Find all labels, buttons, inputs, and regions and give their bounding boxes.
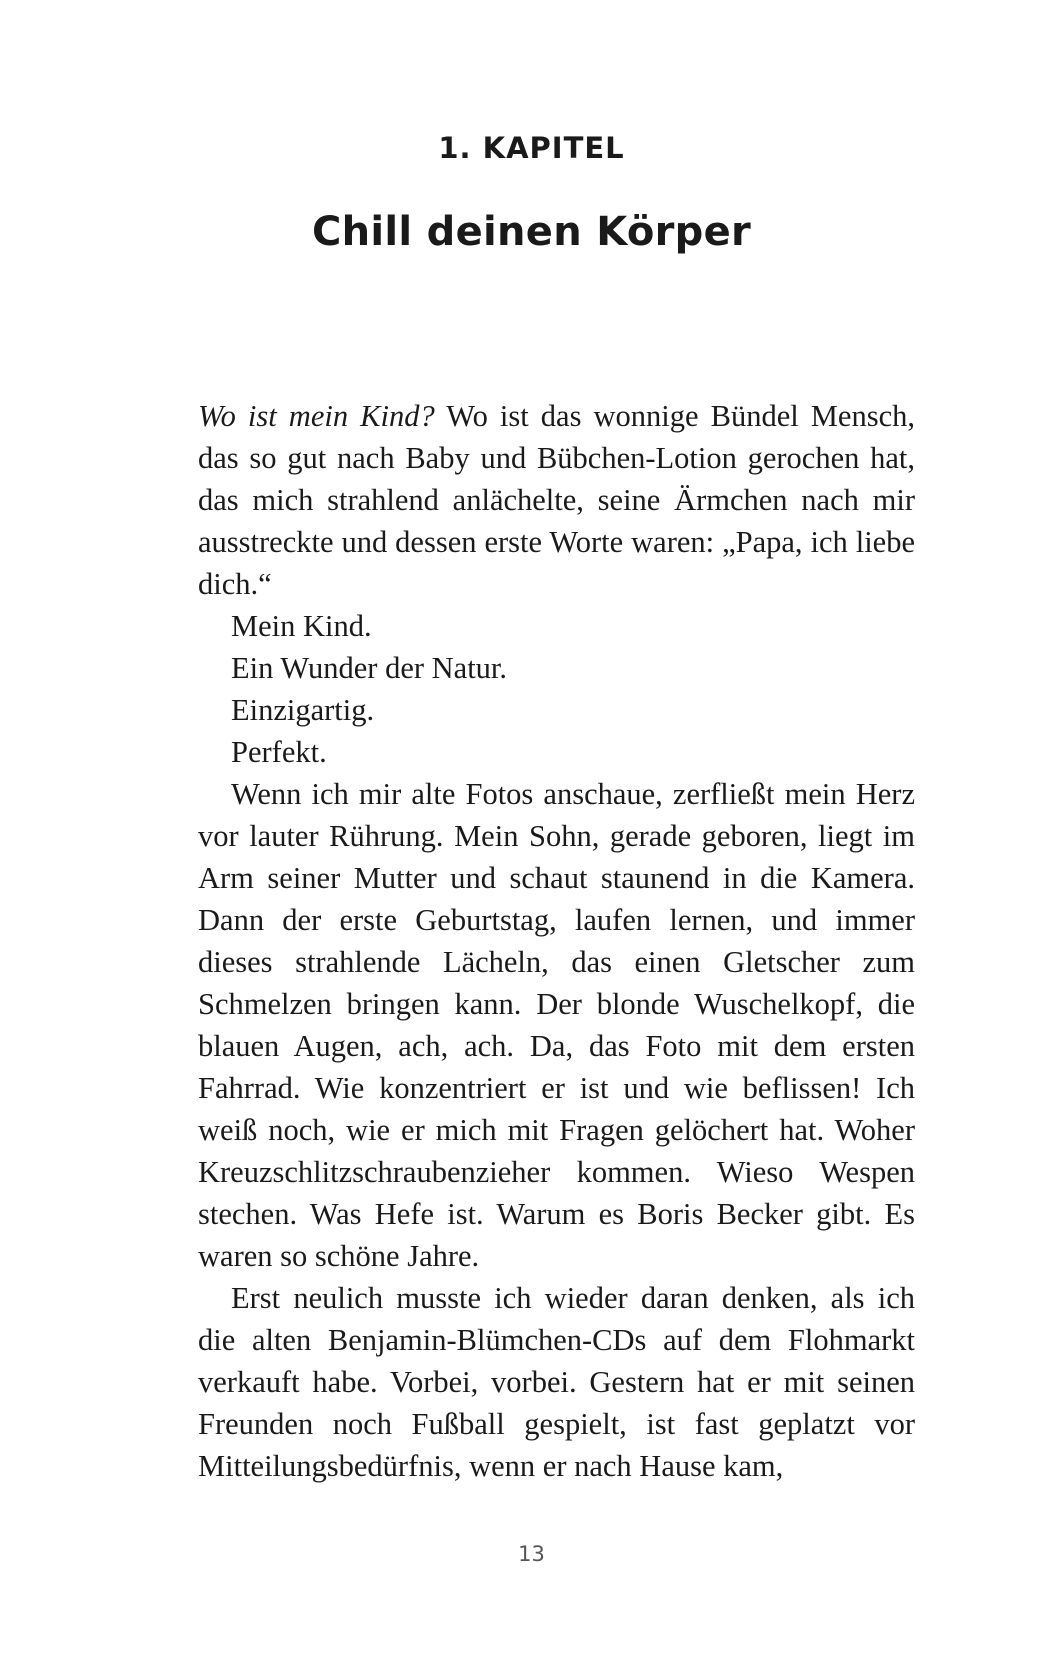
body-text: [198, 395, 915, 1487]
opening-question: Wo ist mein Kind?: [198, 399, 435, 433]
paragraph: Ein Wunder der Natur.: [231, 651, 508, 685]
chapter-title: Chill deinen Körper: [311, 209, 752, 255]
paragraph: Mein Kind.: [231, 609, 372, 643]
paragraph: Erst neulich musste ich wieder daran denken, als ich die alten Benjamin-Blümchen-CDs auf dem Flohmarkt verkauft habe. Vorbei, vorbei. Gestern hat er mit seinen Freunden noch Fußball gespielt, ist fast geplatzt vor Mitteilungsbedürfnis, wenn er nach Hause kam,: [198, 1281, 915, 1483]
paragraph-text: Wo ist das wonnige Bündel Mensch, das so gut nach Baby und Bübchen-Lotion gerochen hat, das mich strahlend anlächelte, seine Ärmchen nach mir ausstreckte und dessen erste Worte waren: „Papa, ich liebe dich.“: [198, 399, 915, 601]
page-number: 13: [518, 1542, 545, 1566]
paragraph: [198, 395, 915, 605]
paragraph: Perfekt.: [231, 735, 327, 769]
paragraph: Einzigartig.: [231, 693, 375, 727]
chapter-number: 1. KAPITEL: [438, 131, 625, 165]
paragraph: Wenn ich mir alte Fotos anschaue, zerfließt mein Herz vor lauter Rührung. Mein Sohn, gerade geboren, liegt im Arm seiner Mutter und schaut staunend in die Kamera. Dann der erste Geburtstag, laufen lernen, und immer dieses strahlende Lächeln, das einen Gletscher zum Schmelzen bringen kann. Der blonde Wuschelkopf, die blauen Augen, ach, ach. Da, das Foto mit dem ersten Fahrrad. Wie konzentriert er ist und wie beflissen! Ich weiß noch, wie er mich mit Fragen gelöchert hat. Woher Kreuzschlitzschraubenzieher kommen. Wieso Wespen stechen. Was Hefe ist. Warum es Boris Becker gibt. Es waren so schöne Jahre.: [198, 777, 915, 1273]
